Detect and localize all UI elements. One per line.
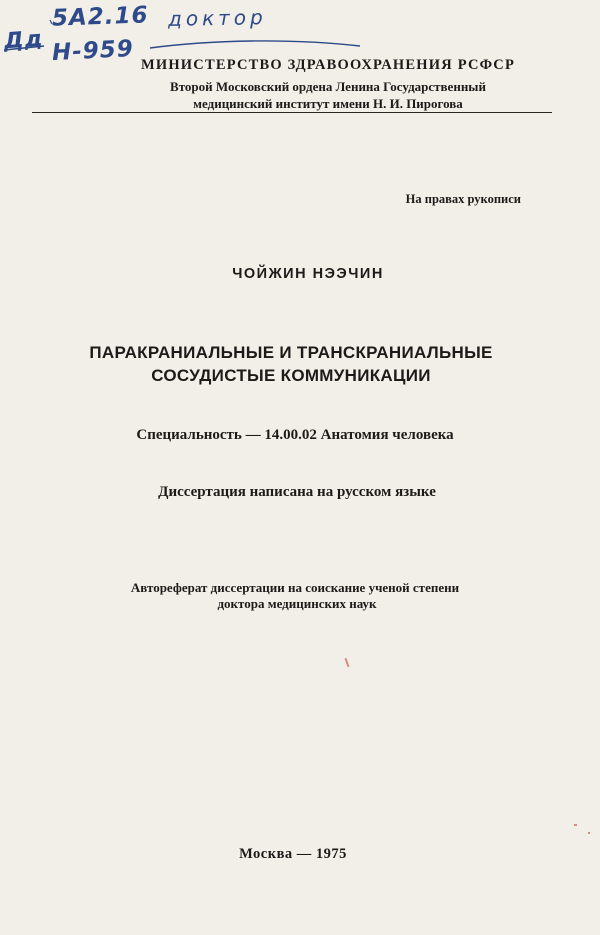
handwritten-code-line-1: 5А2.16 <box>51 2 149 32</box>
author-name: ЧОЙЖИН НЭЭЧИН <box>232 266 384 282</box>
paper-speck <box>588 832 590 834</box>
paper-speck <box>574 824 577 826</box>
title-line-1: ПАРАКРАНИАЛЬНЫЕ И ТРАНСКРАНИАЛЬНЫЕ <box>89 343 493 362</box>
title-line-2: СОСУДИСТЫЕ КОММУНИКАЦИИ <box>151 366 431 385</box>
abstract-line-1: Автореферат диссертации на соискание ученой степени <box>130 580 460 595</box>
language-note: Диссертация написана на русском языке <box>158 484 436 500</box>
rights-note: На правах рукописи <box>405 192 521 206</box>
handwritten-word: доктор <box>167 5 267 31</box>
paper-speck <box>345 658 350 667</box>
institute-line-1: Второй Московский ордена Ленина Государственный <box>170 79 486 94</box>
header-divider <box>32 112 552 113</box>
abstract-line-2: доктора медицинских наук <box>217 596 377 611</box>
handwritten-code-line-2: Н-959 <box>51 35 135 67</box>
ministry-name: МИНИСТЕРСТВО ЗДРАВООХРАНЕНИЯ РСФСР <box>140 57 516 73</box>
handwritten-prefix: Дд <box>3 26 45 55</box>
specialty: Специальность — 14.00.02 Анатомия человека <box>136 427 454 443</box>
place-and-year: Москва — 1975 <box>239 846 347 862</box>
institute-line-2: медицинский институт имени Н. И. Пирогова <box>193 96 463 111</box>
